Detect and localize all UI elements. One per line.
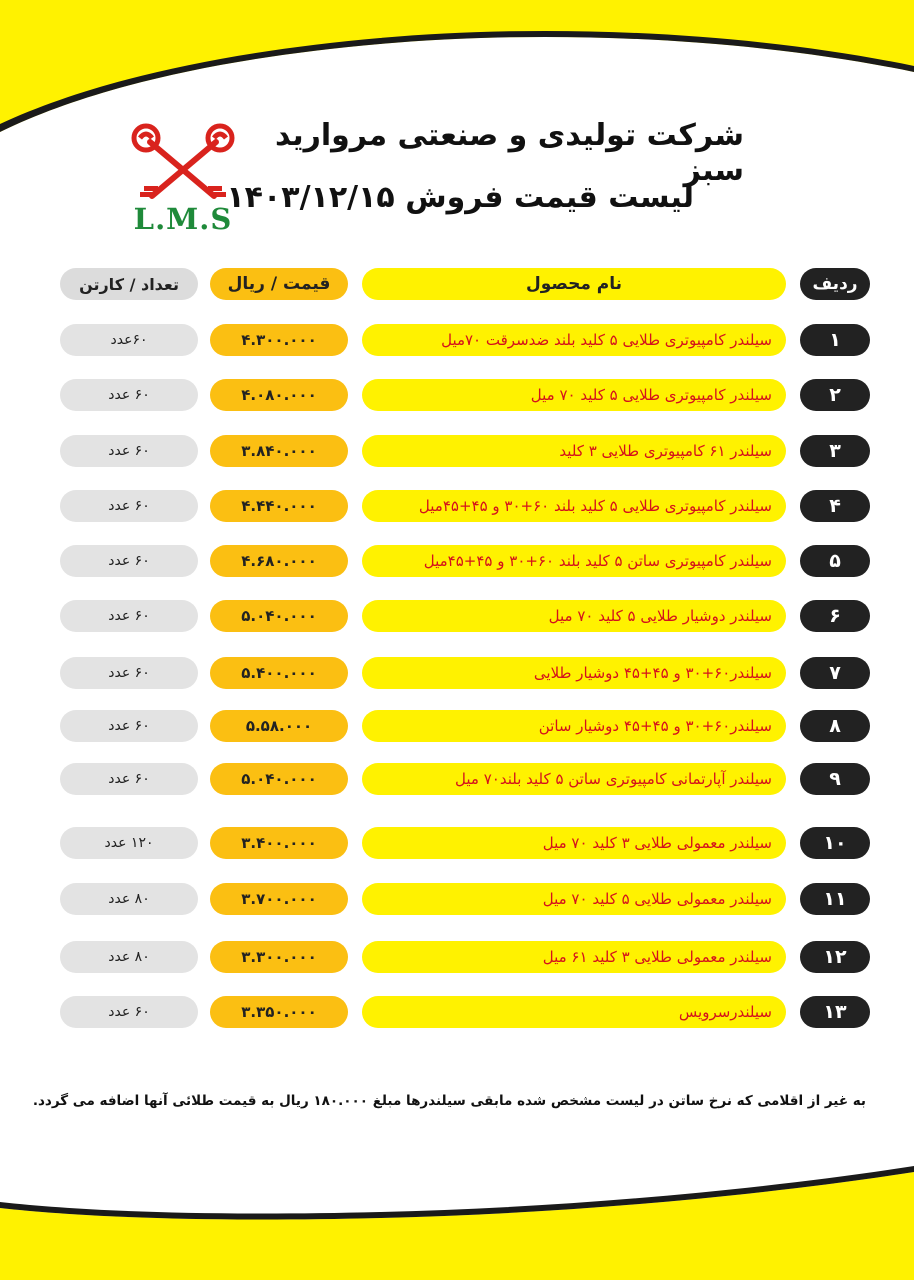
row-index: ۱۱ xyxy=(800,883,870,915)
row-product: سیلندر کامپیوتری طلایی ۵ کلید بلند ضدسرقت ۷۰میل xyxy=(362,324,786,356)
row-index: ۹ xyxy=(800,763,870,795)
row-product: سیلندر معمولی طلایی ۳ کلید ۶۱ میل xyxy=(362,941,786,973)
row-index: ۱۲ xyxy=(800,941,870,973)
row-index: ۱۳ xyxy=(800,996,870,1028)
row-price: ۳.۸۴۰.۰۰۰ xyxy=(210,435,348,467)
row-product: سیلندر معمولی طلایی ۳ کلید ۷۰ میل xyxy=(362,827,786,859)
row-price: ۳.۷۰۰.۰۰۰ xyxy=(210,883,348,915)
row-index: ۳ xyxy=(800,435,870,467)
row-quantity: ۶۰ عدد xyxy=(60,996,198,1028)
row-product: سیلندرسرویس xyxy=(362,996,786,1028)
row-product: سیلندر۶۰+۳۰ و ۴۵+۴۵ دوشیار ساتن xyxy=(362,710,786,742)
top-yellow-swoosh xyxy=(0,0,914,132)
row-quantity: ۸۰ عدد xyxy=(60,941,198,973)
row-price: ۵.۵۸.۰۰۰ xyxy=(210,710,348,742)
row-quantity: ۶۰ عدد xyxy=(60,657,198,689)
row-product: سیلندر معمولی طلایی ۵ کلید ۷۰ میل xyxy=(362,883,786,915)
row-quantity: ۶۰ عدد xyxy=(60,710,198,742)
row-index: ۶ xyxy=(800,600,870,632)
row-quantity: ۶۰ عدد xyxy=(60,763,198,795)
row-quantity: ۱۲۰ عدد xyxy=(60,827,198,859)
row-index: ۲ xyxy=(800,379,870,411)
row-price: ۴.۳۰۰.۰۰۰ xyxy=(210,324,348,356)
row-quantity: ۶۰ عدد xyxy=(60,490,198,522)
row-quantity: ۶۰ عدد xyxy=(60,435,198,467)
row-product: سیلندر۶۰+۳۰ و ۴۵+۴۵ دوشیار طلایی xyxy=(362,657,786,689)
row-index: ۸ xyxy=(800,710,870,742)
row-quantity: ۶۰ عدد xyxy=(60,379,198,411)
row-price: ۴.۴۴۰.۰۰۰ xyxy=(210,490,348,522)
header-index: ردیف xyxy=(800,268,870,300)
header-quantity: تعداد / کارتن xyxy=(60,268,198,300)
row-quantity: ۶۰ عدد xyxy=(60,545,198,577)
row-quantity: ۶۰ عدد xyxy=(60,600,198,632)
price-list-title: لیست قیمت فروش ۱۴۰۳/۱۲/۱۵ xyxy=(226,180,694,215)
company-name: شرکت تولیدی و صنعتی مروارید سبز xyxy=(275,118,744,188)
row-price: ۵.۰۴۰.۰۰۰ xyxy=(210,763,348,795)
row-index: ۱ xyxy=(800,324,870,356)
row-price: ۳.۳۰۰.۰۰۰ xyxy=(210,941,348,973)
footer-note: به غیر از اقلامی که نرخ ساتن در لیست مشخص شده مابقی سیلندرها مبلغ ۱۸۰.۰۰۰ ریال به قیمت طلائی آنها اضافه می گردد. xyxy=(32,1093,866,1109)
row-price: ۳.۴۰۰.۰۰۰ xyxy=(210,827,348,859)
row-product: سیلندر دوشیار طلایی ۵ کلید ۷۰ میل xyxy=(362,600,786,632)
row-index: ۴ xyxy=(800,490,870,522)
row-index: ۱۰ xyxy=(800,827,870,859)
row-product: سیلندر آپارتمانی کامپیوتری ساتن ۵ کلید بلند۷۰ میل xyxy=(362,763,786,795)
row-quantity: ۶۰عدد xyxy=(60,324,198,356)
row-index: ۵ xyxy=(800,545,870,577)
company-logo xyxy=(128,120,238,240)
logo-text: L.M.S xyxy=(133,202,233,236)
row-quantity: ۸۰ عدد xyxy=(60,883,198,915)
row-price: ۴.۶۸۰.۰۰۰ xyxy=(210,545,348,577)
crossed-keys-icon xyxy=(128,120,238,210)
header-product: نام محصول xyxy=(362,268,786,300)
row-price: ۴.۰۸۰.۰۰۰ xyxy=(210,379,348,411)
row-price: ۵.۴۰۰.۰۰۰ xyxy=(210,657,348,689)
row-product: سیلندر ۶۱ کامپیوتری طلایی ۳ کلید xyxy=(362,435,786,467)
row-price: ۳.۳۵۰.۰۰۰ xyxy=(210,996,348,1028)
header-price: قیمت / ریال xyxy=(210,268,348,300)
row-index: ۷ xyxy=(800,657,870,689)
row-product: سیلندر کامپیوتری ساتن ۵ کلید بلند ۶۰+۳۰ و ۴۵+۴۵میل xyxy=(362,545,786,577)
row-product: سیلندر کامپیوتری طلایی ۵ کلید ۷۰ میل xyxy=(362,379,786,411)
row-product: سیلندر کامپیوتری طلایی ۵ کلید بلند ۶۰+۳۰ و ۴۵+۴۵میل xyxy=(362,490,786,522)
row-price: ۵.۰۴۰.۰۰۰ xyxy=(210,600,348,632)
